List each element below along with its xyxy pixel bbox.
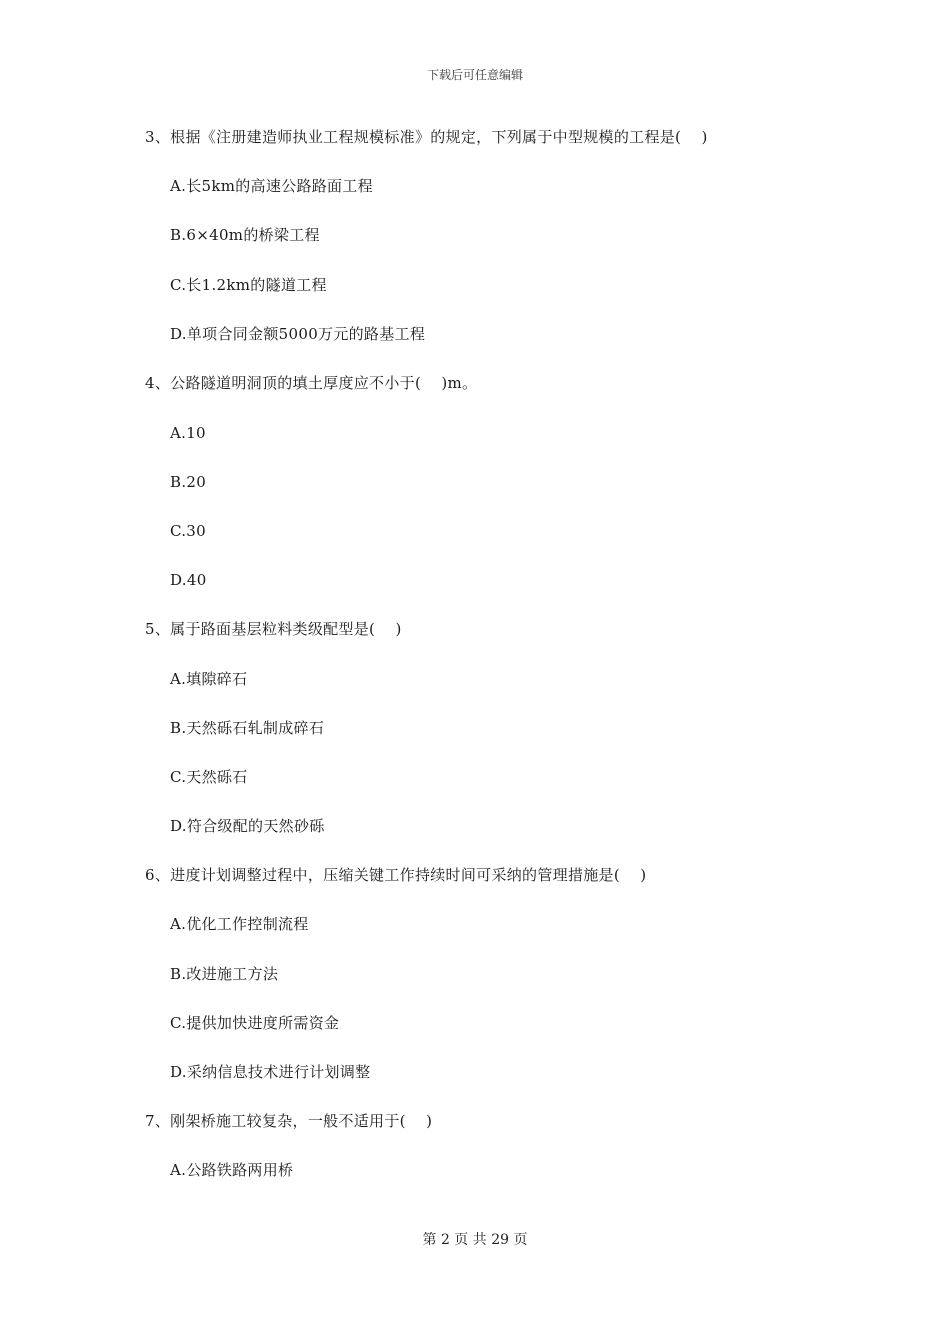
question-4-option-a: A.10: [170, 424, 206, 442]
question-7-option-a: A.公路铁路两用桥: [170, 1161, 294, 1179]
question-6-option-d: D.采纳信息技术进行计划调整: [170, 1063, 371, 1081]
question-3: 3、根据《注册建造师执业工程规模标准》的规定，下列属于中型规模的工程是( ): [145, 128, 708, 146]
question-4: 4、公路隧道明洞顶的填土厚度应不小于( )m。: [145, 374, 478, 392]
question-5-option-a: A.填隙碎石: [170, 670, 248, 688]
question-3-option-d: D.单项合同金额5000万元的路基工程: [170, 325, 426, 343]
question-4-option-c: C.30: [170, 522, 206, 540]
question-3-option-a: A.长5km的高速公路路面工程: [170, 177, 373, 195]
question-6-option-b: B.改进施工方法: [170, 965, 279, 983]
question-6-option-c: C.提供加快进度所需资金: [170, 1014, 340, 1032]
question-6: 6、进度计划调整过程中，压缩关键工作持续时间可采纳的管理措施是( ): [145, 866, 647, 884]
question-5: 5、属于路面基层粒料类级配型是( ): [145, 620, 402, 638]
question-5-option-b: B.天然砾石轧制成碎石: [170, 719, 325, 737]
question-5-option-c: C.天然砾石: [170, 768, 248, 786]
question-4-option-b: B.20: [170, 473, 207, 491]
question-7: 7、刚架桥施工较复杂，一般不适用于( ): [145, 1112, 433, 1130]
question-3-option-c: C.长1.2km的隧道工程: [170, 276, 327, 294]
page-footer: 第 2 页 共 29 页: [422, 1232, 528, 1248]
page-header: 下载后可任意编辑: [426, 68, 523, 82]
question-3-option-b: B.6×40m的桥梁工程: [170, 226, 320, 244]
question-6-option-a: A.优化工作控制流程: [170, 915, 309, 933]
question-5-option-d: D.符合级配的天然砂砾: [170, 817, 325, 835]
question-4-option-d: D.40: [170, 571, 207, 589]
